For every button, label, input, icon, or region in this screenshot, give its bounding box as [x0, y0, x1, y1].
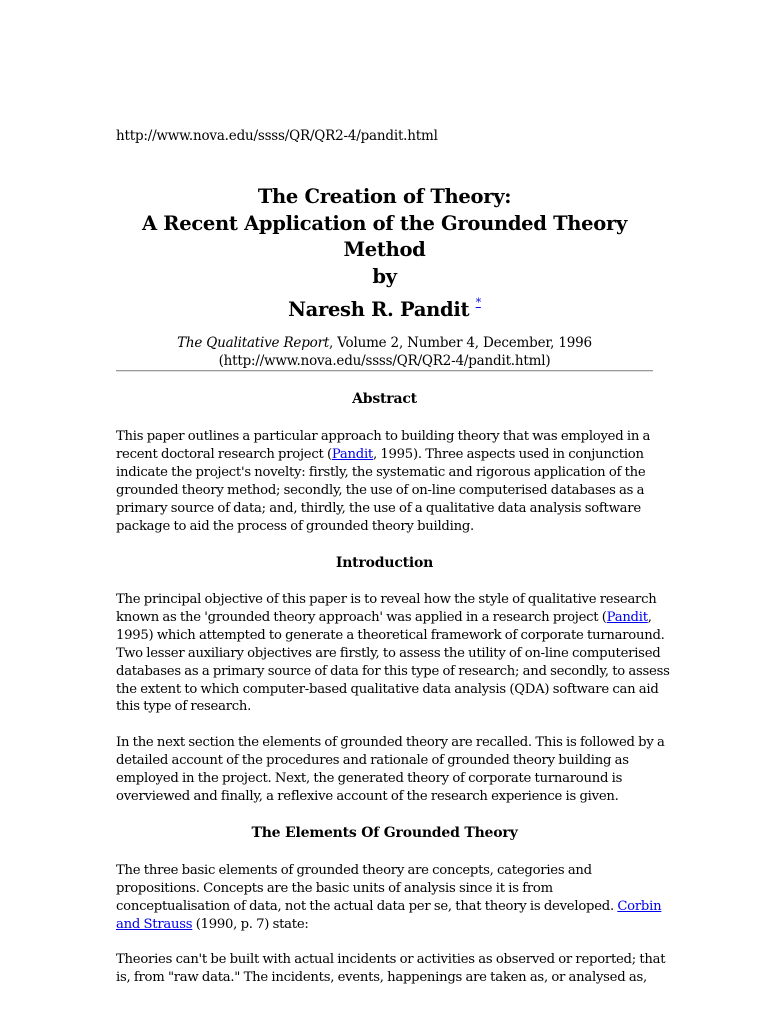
quote-line-1: Theories can't be built with actual incidents or activities as observed or reported; that: [116, 952, 666, 967]
paper-title: [116, 184, 653, 324]
title-by: by: [372, 264, 397, 288]
intro-line-2: [116, 609, 653, 627]
intro-line-7: this type of research.: [116, 699, 252, 715]
intro-line-6: the extent to which computer-based qualitative data analysis (QDA) software can aid: [116, 681, 659, 697]
author-footnote-link[interactable]: *: [475, 296, 481, 309]
title-line-1: The Creation of Theory:: [257, 185, 512, 208]
elements-line-2: propositions. Concepts are the basic units of analysis since it is from: [116, 880, 553, 896]
elements-line-1: The three basic elements of grounded theory are concepts, categories and: [116, 863, 592, 878]
elements-line-4: [116, 916, 653, 934]
abstract-heading: Abstract: [352, 391, 417, 407]
abstract-line-5: primary source of data; and, thirdly, the use of a qualitative data analysis software: [116, 500, 641, 516]
quote-line-2: is, from "raw data." The incidents, events, happenings are taken as, or analysed as,: [116, 969, 647, 985]
intro-line-5: databases as a primary source of data for this type of research; and secondly, to assess: [116, 663, 670, 679]
author-name: Naresh R. Pandit: [288, 298, 470, 321]
pandit-link[interactable]: Pandit: [606, 609, 648, 625]
elements-heading: The Elements Of Grounded Theory: [251, 825, 518, 841]
elements-paragraph-1: [116, 862, 662, 934]
introduction-heading: Introduction: [335, 555, 434, 571]
intro-p2-line-3: employed in the project. Next, the generated theory of corporate turnaround is: [116, 770, 623, 786]
intro-p2-line-4: overviewed and finally, a reflexive account of the research experience is given.: [116, 788, 619, 804]
pandit-link[interactable]: Pandit: [331, 446, 373, 462]
title-line-3: Method: [343, 238, 426, 261]
title-line-2: A Recent Application of the Grounded Theory: [141, 211, 628, 235]
abstract-line-3: indicate the project's novelty: firstly, the systematic and rigorous application of the: [116, 464, 646, 480]
citation-block: [116, 334, 653, 370]
abstract-line-4: grounded theory method; secondly, the use of on-line computerised databases as a: [116, 482, 645, 498]
source-url: http://www.nova.edu/ssss/QR/QR2-4/pandit.html: [116, 128, 438, 144]
intro-line-2-prefix: known as the 'grounded theory approach' was applied in a research project (: [116, 609, 607, 625]
citation-details: , Volume 2, Number 4, December, 1996: [329, 335, 592, 351]
intro-line-1: The principal objective of this paper is to reveal how the style of qualitative research: [116, 592, 657, 607]
abstract-line-6: package to aid the process of grounded theory building.: [116, 518, 474, 534]
elements-line-3: [116, 898, 662, 916]
corbin-link[interactable]: Corbin: [617, 898, 662, 914]
intro-line-2-suffix: ,: [647, 609, 652, 625]
intro-p2-line-1: In the next section the elements of grounded theory are recalled. This is followed by a: [116, 735, 665, 750]
intro-line-3: 1995) which attempted to generate a theoretical framework of corporate turnaround.: [116, 627, 665, 643]
elements-line-4-suffix: (1990, p. 7) state:: [192, 916, 309, 932]
abstract-line-2: [116, 446, 653, 464]
abstract-paragraph: [116, 428, 653, 535]
quote-paragraph: [116, 951, 666, 987]
horizontal-rule: [116, 370, 653, 372]
abstract-line-2-prefix: recent doctoral research project (: [116, 446, 332, 462]
citation-url: (http://www.nova.edu/ssss/QR/QR2-4/pandit.html): [218, 353, 551, 369]
author-line: [116, 290, 653, 324]
journal-name: The Qualitative Report: [177, 335, 330, 351]
corbin-strauss-link[interactable]: and Strauss: [116, 916, 193, 932]
abstract-line-2-suffix: , 1995). Three aspects used in conjunction: [373, 446, 644, 462]
introduction-paragraph-2: [116, 734, 665, 806]
intro-line-4: Two lesser auxiliary objectives are firstly, to assess the utility of on-line computerised: [116, 645, 661, 661]
elements-line-3-prefix: conceptualisation of data, not the actual data per se, that theory is developed.: [116, 898, 618, 914]
citation-line: [116, 334, 653, 352]
introduction-paragraph-1: [116, 591, 670, 716]
intro-p2-line-2: detailed account of the procedures and rationale of grounded theory building as: [116, 752, 629, 768]
abstract-line-1: This paper outlines a particular approach to building theory that was employed in a: [116, 429, 651, 444]
